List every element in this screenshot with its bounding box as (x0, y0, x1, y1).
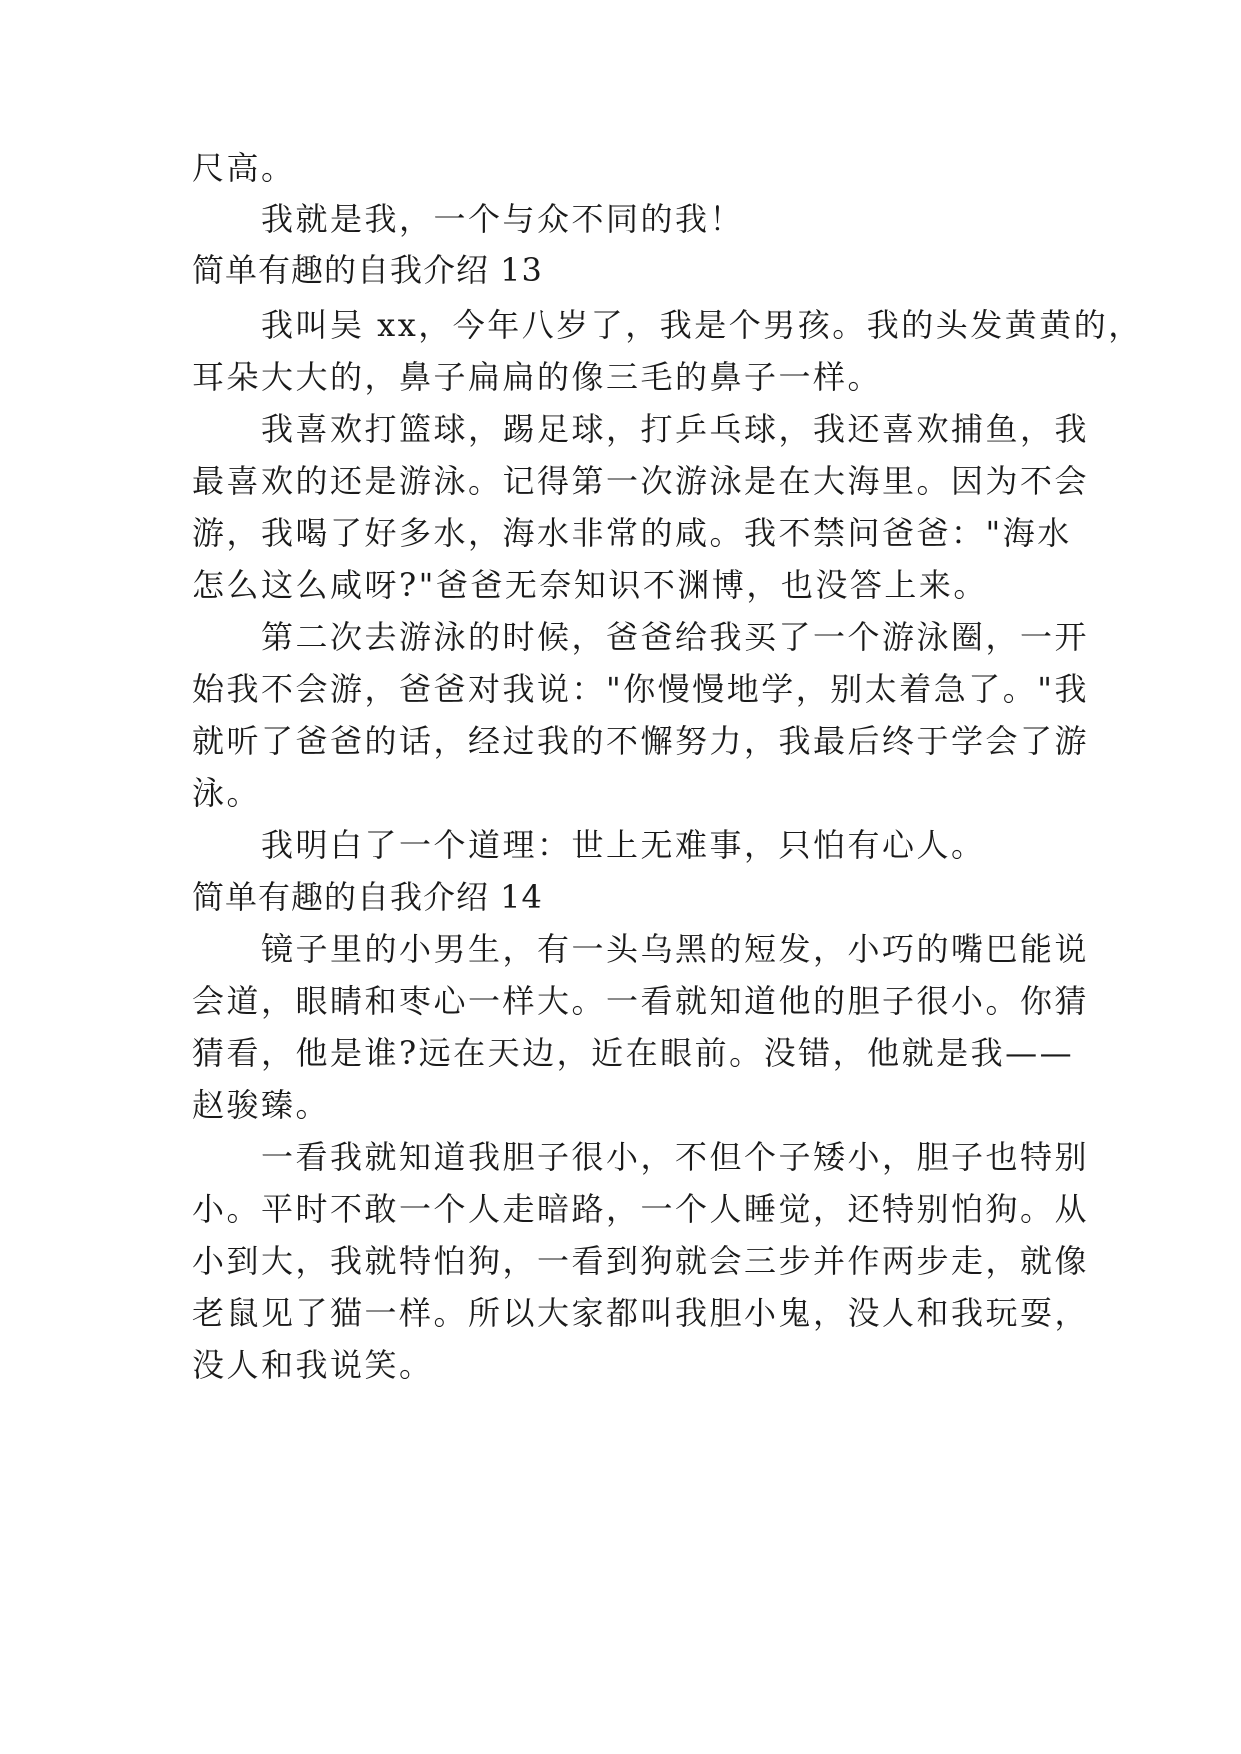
text-line: 会道，眼睛和枣心一样大。一看就知道他的胆子很小。你猜 (192, 982, 1090, 1020)
text-line: 我明白了一个道理：世上无难事，只怕有心人。 (192, 826, 986, 864)
text-line: 我喜欢打篮球，踢足球，打乒乓球，我还喜欢捕鱼，我 (192, 410, 1090, 448)
text-line: 怎么这么咸呀?"爸爸无奈知识不渊博，也没答上来。 (192, 566, 988, 604)
text-line: 老鼠见了猫一样。所以大家都叫我胆小鬼，没人和我玩耍， (192, 1294, 1090, 1332)
text-line: 最喜欢的还是游泳。记得第一次游泳是在大海里。因为不会 (192, 462, 1090, 500)
text-line: 就听了爸爸的话，经过我的不懈努力，我最后终于学会了游 (192, 722, 1090, 760)
text-line: 猜看，他是谁?远在天边，近在眼前。没错，他就是我—— (192, 1034, 1075, 1072)
text-line: 镜子里的小男生，有一头乌黑的短发，小巧的嘴巴能说 (192, 930, 1090, 968)
text-line: 小。平时不敢一个人走暗路，一个人睡觉，还特别怕狗。从 (192, 1190, 1090, 1228)
text-line: 我叫吴 xx，今年八岁了，我是个男孩。我的头发黄黄的， (192, 306, 1143, 344)
text-line: 耳朵大大的，鼻子扁扁的像三毛的鼻子一样。 (192, 358, 883, 396)
section-heading: 简单有趣的自我介绍 14 (192, 878, 543, 916)
text-line: 泳。 (192, 774, 262, 812)
text-line: 尺高。 (192, 149, 296, 187)
text-line: 第二次去游泳的时候，爸爸给我买了一个游泳圈，一开 (192, 618, 1090, 656)
text-line: 一看我就知道我胆子很小，不但个子矮小，胆子也特别 (192, 1138, 1090, 1176)
section-heading: 简单有趣的自我介绍 13 (192, 251, 543, 289)
text-line: 没人和我说笑。 (192, 1346, 434, 1384)
text-line: 赵骏臻。 (192, 1086, 331, 1124)
text-line: 始我不会游，爸爸对我说："你慢慢地学，别太着急了。"我 (192, 670, 1089, 708)
text-line: 小到大，我就特怕狗，一看到狗就会三步并作两步走，就像 (192, 1242, 1090, 1280)
text-line: 我就是我，一个与众不同的我！ (192, 200, 745, 238)
text-line: 游，我喝了好多水，海水非常的咸。我不禁问爸爸："海水 (192, 514, 1072, 552)
